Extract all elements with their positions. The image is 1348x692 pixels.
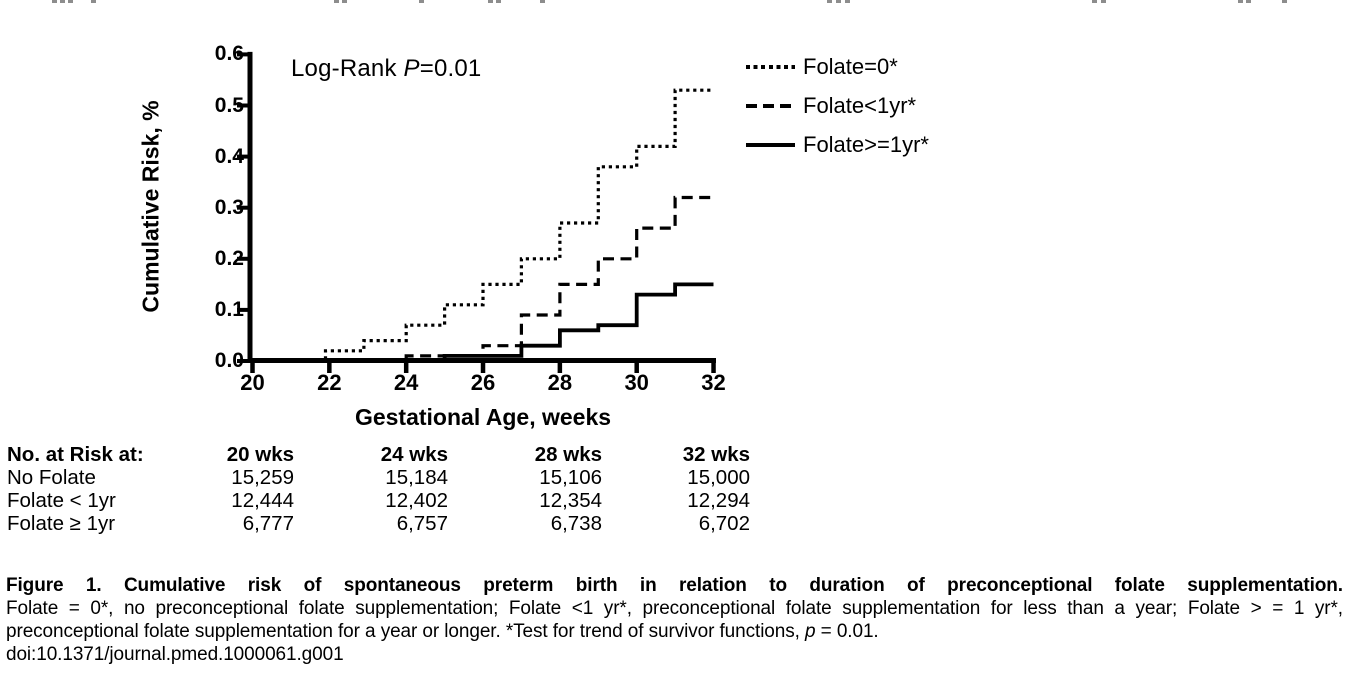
risk-count: 12,444 (231, 489, 294, 512)
caption-text: Folate = 0*, no preconceptional folate supplementation; Folate <1 yr*, preconceptional folate supplementation for less than a year; Folate > = 1 yr*, preconceptional folate supplementation for a year or longer. *Test for trend of survivor functions, (6, 598, 1343, 642)
x-tick-label: 28 (547, 370, 573, 395)
y-tick-label: 0.0 (214, 349, 244, 372)
solid-line-sample-icon (746, 143, 795, 147)
dashed-line-sample-icon (746, 104, 795, 107)
legend-label: Folate=0* (803, 54, 898, 79)
x-axis-title: Gestational Age, weeks (354, 404, 612, 430)
caption-p-italic: p (805, 620, 816, 642)
risk-table-header-cell: 20 wks (226, 443, 294, 466)
crop-mark (1101, 0, 1106, 3)
y-tick-label: 0.2 (214, 246, 244, 270)
logrank-p-italic: P (403, 55, 420, 82)
risk-count: 12,354 (539, 489, 602, 512)
risk-table-header-cell: No. at Risk at: (7, 443, 144, 466)
series-solid-line (445, 284, 714, 359)
y-axis-title: Cumulative Risk, % (137, 100, 164, 313)
risk-count: 12,402 (385, 489, 448, 512)
caption-text: = 0.01. (815, 620, 879, 642)
logrank-text: Log-Rank (291, 55, 404, 82)
crop-mark (1092, 0, 1097, 3)
legend-item-folate-0 (746, 54, 929, 80)
y-tick-label: 0.1 (214, 297, 244, 321)
risk-table-header-row (7, 443, 750, 466)
chart-legend (746, 54, 929, 171)
y-tick-label: 0.5 (214, 93, 244, 117)
risk-count: 12,294 (687, 489, 750, 512)
x-tick-label: 22 (317, 370, 342, 395)
risk-count: 6,702 (698, 512, 750, 535)
legend-item-folate-ge1yr (746, 132, 929, 158)
legend-label: Folate>=1yr* (803, 132, 929, 157)
risk-table-header-cell: 28 wks (534, 443, 602, 466)
number-at-risk-table (7, 443, 750, 535)
crop-mark (845, 0, 850, 3)
y-tick-label: 0.6 (214, 42, 244, 66)
crop-mark (1282, 0, 1287, 3)
row-label: Folate ≥ 1yr (7, 512, 116, 535)
table-row-no-folate (7, 466, 750, 489)
table-row-folate-lt1yr (7, 489, 750, 512)
legend-label: Folate<1yr* (803, 93, 917, 118)
logrank-value: =0.01 (419, 55, 482, 82)
risk-count: 6,738 (550, 512, 602, 535)
x-tick-label: 30 (624, 370, 649, 395)
logrank-annotation (291, 55, 481, 83)
x-tick-label: 32 (701, 370, 726, 395)
risk-count: 15,259 (231, 466, 294, 489)
table-row-folate-ge1yr (7, 512, 750, 535)
crop-mark (827, 0, 832, 3)
series-dotted-line (326, 90, 714, 359)
row-label: No Folate (7, 466, 96, 489)
risk-count: 6,777 (242, 512, 294, 535)
figure-caption-title: Figure 1. Cumulative risk of spontaneous preterm birth in relation to duration of preconceptional folate supplementation. (6, 575, 1343, 596)
risk-table-header-cell: 32 wks (682, 443, 750, 466)
y-tick-label: 0.4 (214, 144, 244, 168)
figure-doi: doi:10.1371/journal.pmed.1000061.g001 (6, 644, 344, 666)
figure-caption (6, 575, 1343, 667)
risk-count: 15,184 (385, 466, 448, 489)
risk-count: 6,757 (396, 512, 448, 535)
crop-mark (1246, 0, 1251, 3)
risk-count: 15,106 (539, 466, 602, 489)
legend-item-folate-lt1yr (746, 93, 929, 119)
risk-table-header-cell: 24 wks (380, 443, 448, 466)
x-tick-label: 24 (393, 370, 419, 395)
dotted-line-sample-icon (746, 65, 795, 68)
crop-mark (1238, 0, 1243, 3)
risk-count: 15,000 (687, 466, 750, 489)
crop-mark (836, 0, 841, 3)
x-tick-label: 26 (470, 370, 496, 395)
x-tick-label: 20 (240, 370, 265, 395)
y-tick-label: 0.3 (214, 195, 244, 219)
figure-caption-body (6, 598, 1343, 643)
row-label: Folate < 1yr (7, 489, 116, 512)
